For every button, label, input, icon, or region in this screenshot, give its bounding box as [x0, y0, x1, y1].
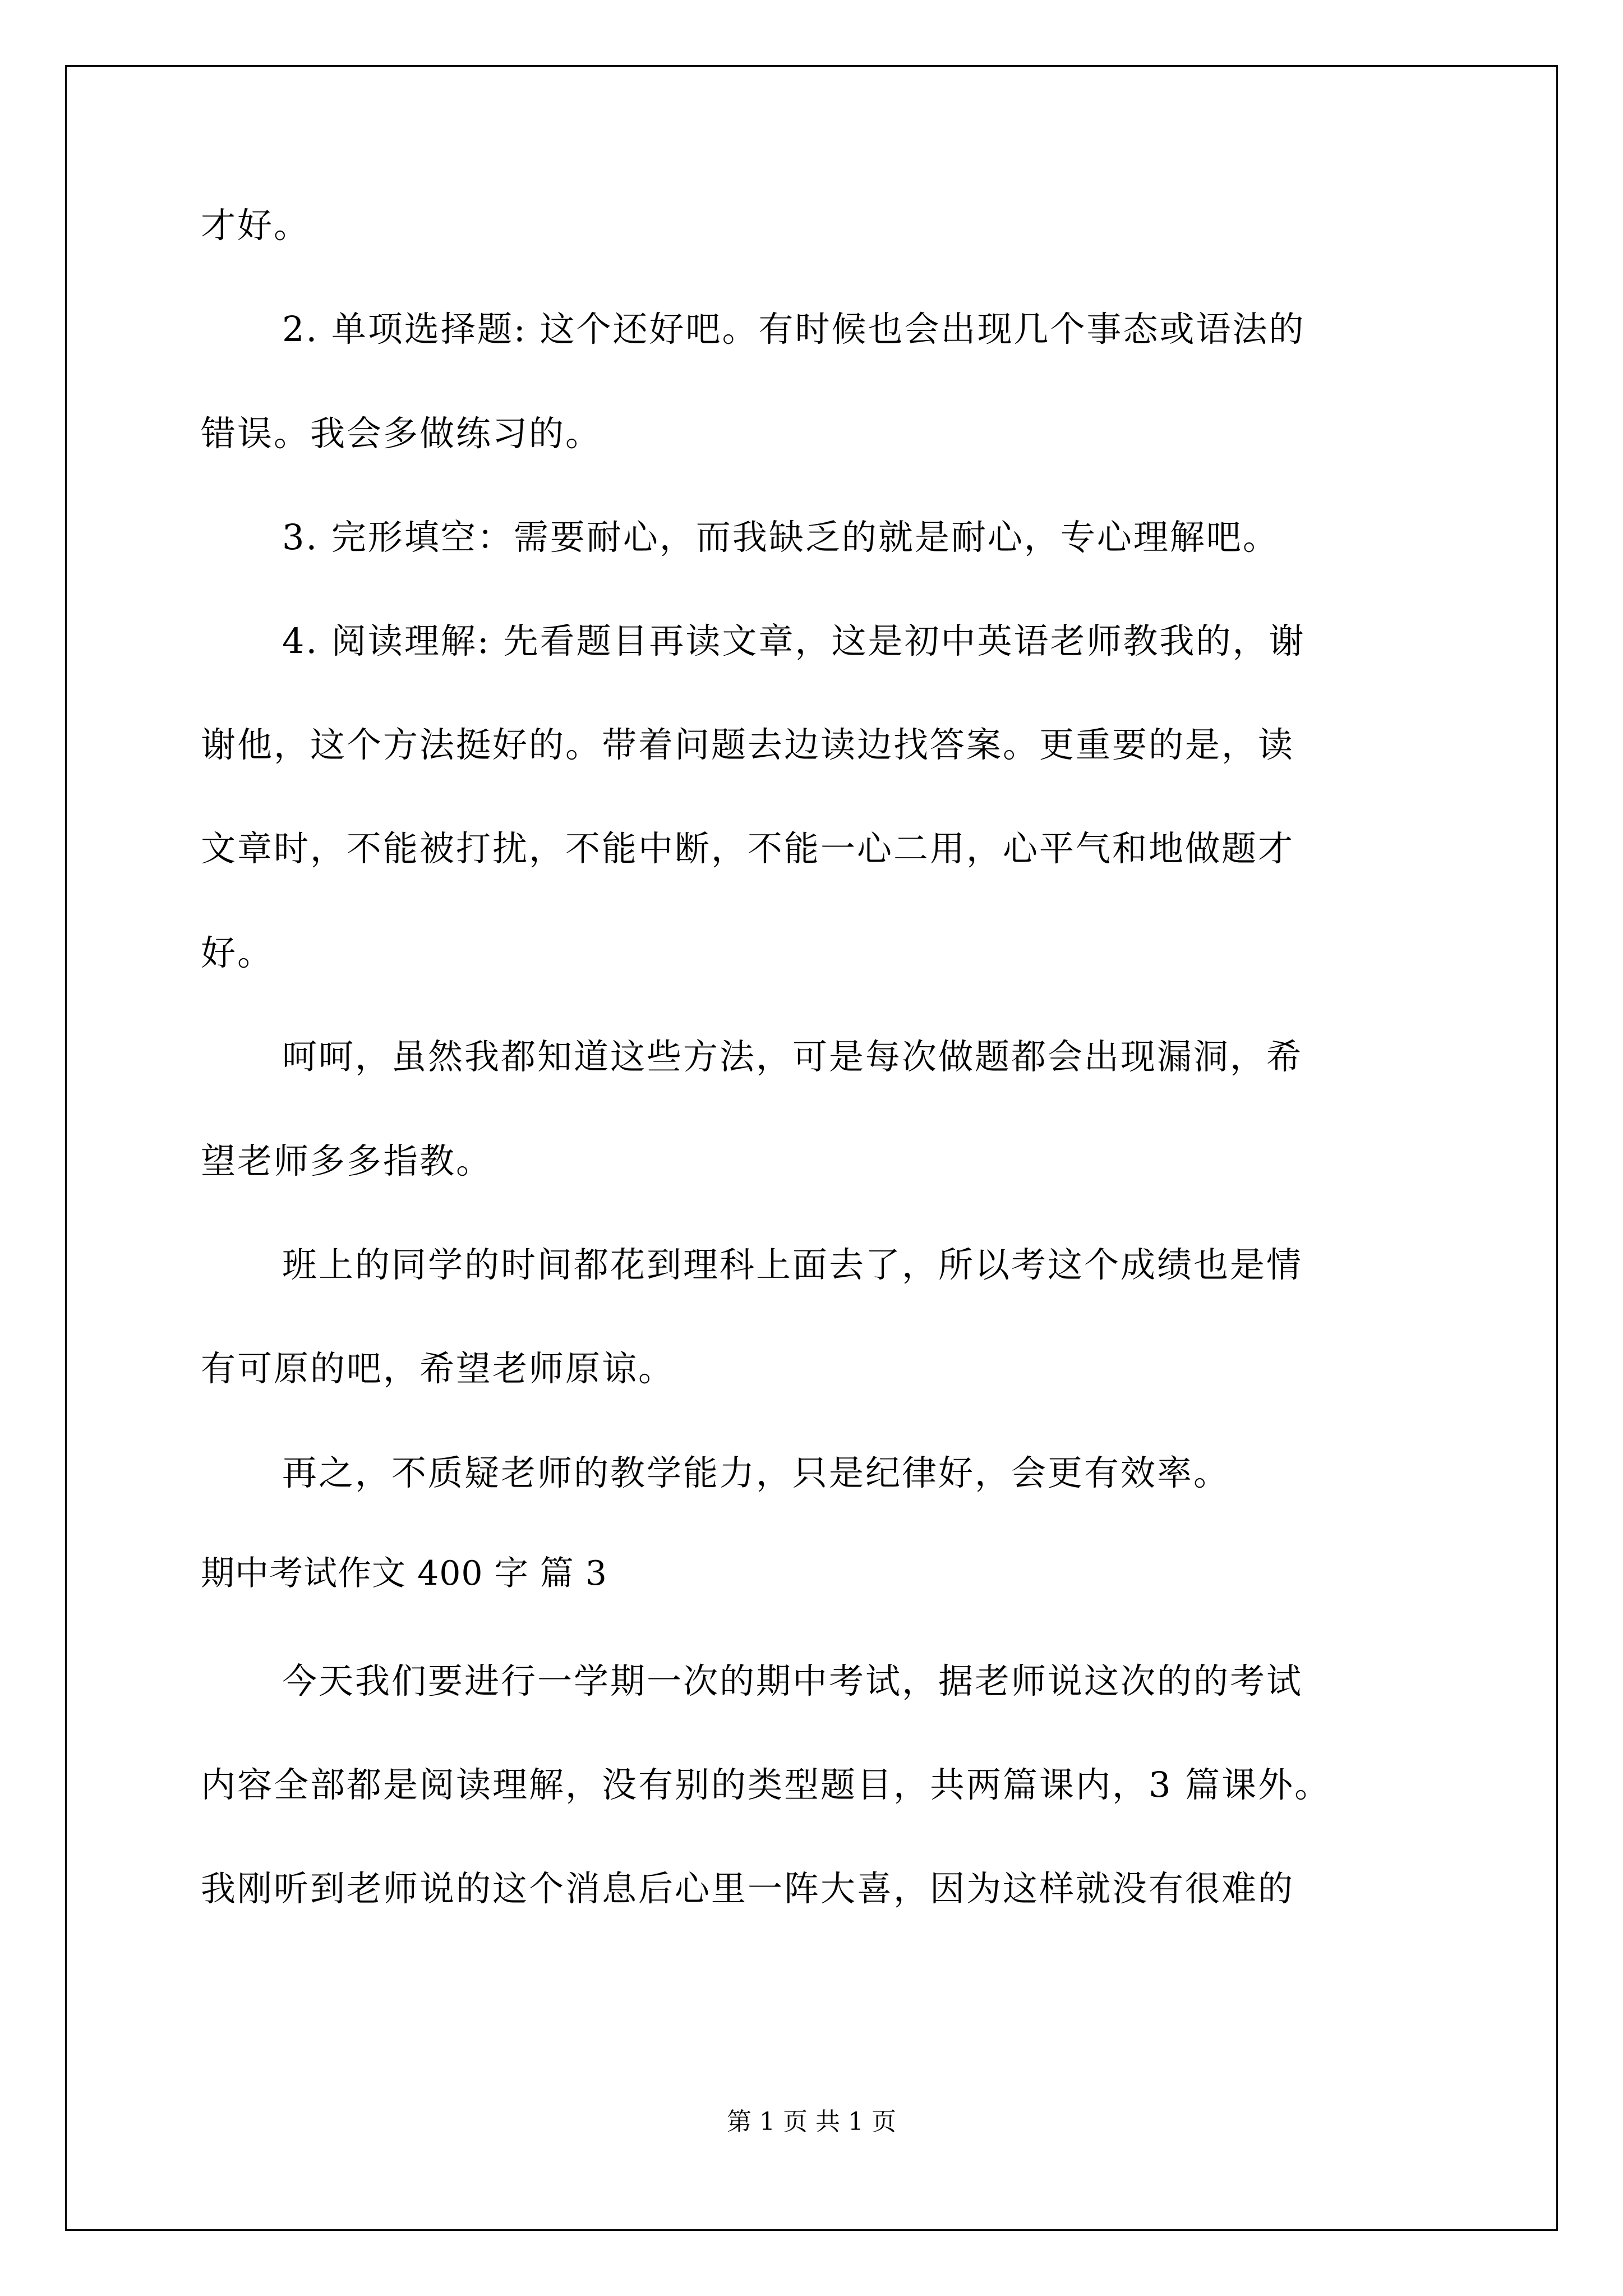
- page-number-footer: 第 1 页 共 1 页: [727, 2108, 896, 2136]
- text-line-1: 才好。: [201, 205, 311, 246]
- text-line-4: 3. 完形填空：需要耐心，而我缺乏的就是耐心，专心理解吧。: [282, 517, 1279, 558]
- text-line-12: 有可原的吧，希望老师原谅。: [201, 1348, 675, 1389]
- text-line-16: 内容全部都是阅读理解，没有别的类型题目，共两篇课内，3 篇课外。: [201, 1764, 1331, 1805]
- text-line-15: 今天我们要进行一学期一次的期中考试，据老师说这次的的考试: [282, 1660, 1303, 1701]
- text-line-8: 好。: [201, 932, 274, 973]
- text-line-6: 谢他，这个方法挺好的。带着问题去边读边找答案。更重要的是，读: [201, 724, 1295, 765]
- text-line-9: 呵呵，虽然我都知道这些方法，可是每次做题都会出现漏洞，希: [282, 1036, 1303, 1077]
- text-line-17: 我刚听到老师说的这个消息后心里一阵大喜，因为这样就没有很难的: [201, 1868, 1295, 1909]
- section-heading: 期中考试作文 400 字 篇 3: [201, 1554, 607, 1593]
- text-line-13: 再之，不质疑老师的教学能力，只是纪律好，会更有效率。: [282, 1452, 1230, 1493]
- text-line-11: 班上的同学的时间都花到理科上面去了，所以考这个成绩也是情: [282, 1244, 1303, 1285]
- text-line-3: 错误。我会多做练习的。: [201, 413, 602, 454]
- text-line-10: 望老师多多指教。: [201, 1140, 493, 1181]
- text-line-7: 文章时，不能被打扰，不能中断，不能一心二用，心平气和地做题才: [201, 828, 1295, 869]
- text-line-2: 2. 单项选择题: 这个还好吧。有时候也会出现几个事态或语法的: [282, 309, 1306, 349]
- text-line-5: 4. 阅读理解: 先看题目再读文章，这是初中英语老师教我的，谢: [282, 620, 1306, 661]
